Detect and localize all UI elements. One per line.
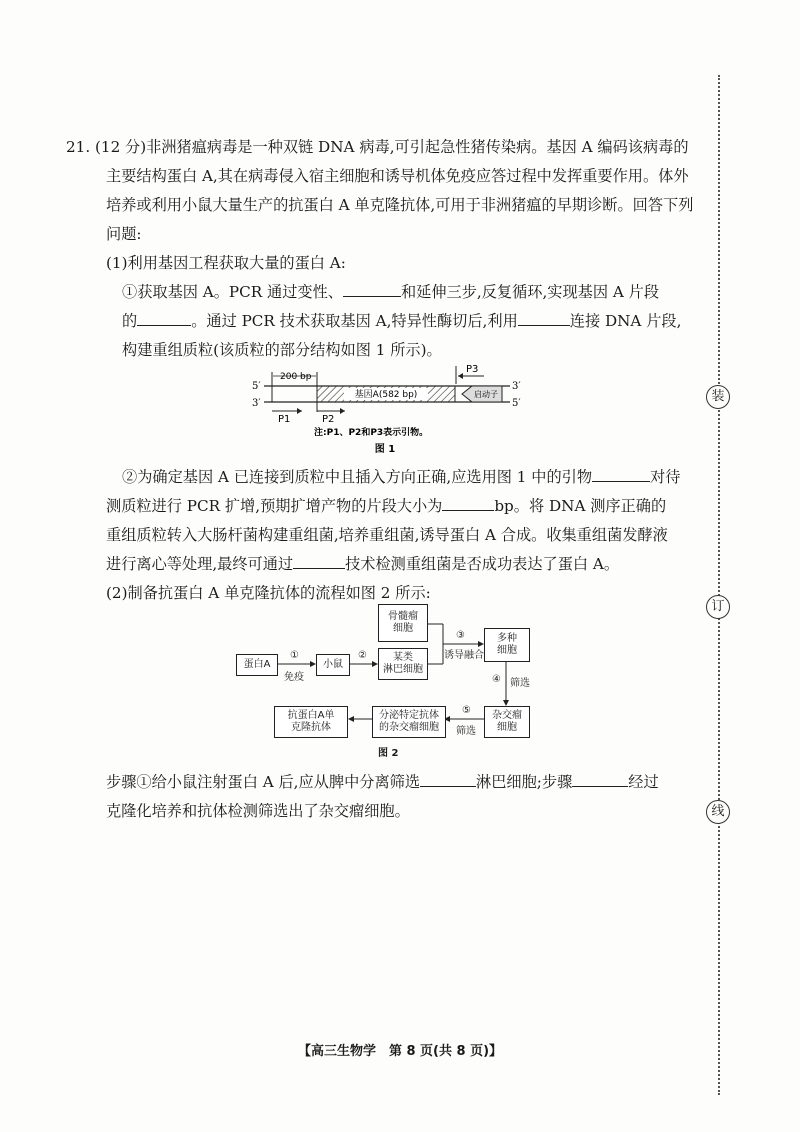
page-footer: 【高三生物学 第 8 页(共 8 页)】: [297, 1044, 503, 1059]
answer-blank[interactable]: [442, 496, 494, 511]
question-line: 问题:: [106, 225, 142, 243]
binding-margin-line: [718, 75, 720, 1095]
question-line: 重组质粒转入大肠杆菌构建重组菌,培养重组菌,诱导蛋白 A 合成。收集重组菌发酵液: [106, 526, 668, 544]
box-protein-a: 蛋白A: [236, 654, 278, 676]
answer-blank[interactable]: [518, 311, 570, 326]
primer-p3: P3: [466, 364, 479, 375]
answer-blank[interactable]: [293, 554, 345, 569]
answer-blank[interactable]: [420, 772, 476, 787]
step4-label: 筛选: [510, 678, 530, 689]
question-line: 21. (12 分)非洲猪瘟病毒是一种双链 DNA 病毒,可引起急性猪传染病。基因 A 编码该病毒的: [66, 138, 689, 156]
question-line: 培养或利用小鼠大量生产的抗蛋白 A 单克隆抗体,可用于非洲猪瘟的早期诊断。回答下列: [106, 196, 694, 214]
box-hybridoma: 杂交瘤 细胞: [484, 706, 530, 738]
primer-p1: P1: [278, 414, 291, 425]
question-line: 构建重组质粒(该质粒的部分结构如图 1 所示)。: [122, 341, 442, 359]
primer-p2: P2: [322, 414, 335, 425]
question-line: 克隆化培养和抗体检测筛选出了杂交瘤细胞。: [106, 802, 410, 820]
answer-blank[interactable]: [592, 467, 650, 482]
box-multi-cells: 多种 细胞: [484, 628, 530, 662]
box-specific-hybridoma: 分泌特定抗体 的杂交瘤细胞: [372, 706, 446, 738]
step1-circle: ①: [290, 650, 299, 661]
step2-circle: ②: [358, 650, 367, 661]
promoter-label: 启动子: [474, 390, 498, 399]
five-prime-left-top: 5′: [252, 381, 261, 392]
figure-1: [240, 362, 530, 457]
figure-1-note: 注:P1、P2和P3表示引物。: [314, 428, 429, 438]
step3-circle: ③: [456, 630, 465, 641]
label-200bp: 200 bp: [280, 372, 312, 382]
step5-circle: ⑤: [462, 705, 471, 716]
question-line: 主要结构蛋白 A,其在病毒侵入宿主细胞和诱导机体免疫应答过程中发挥重要作用。体外: [106, 167, 689, 185]
figure-1-caption: 图 1: [374, 444, 396, 455]
subquestion-heading: (2)制备抗蛋白 A 单克隆抗体的流程如图 2 所示:: [106, 584, 431, 602]
question-line: 的 。通过 PCR 技术获取基因 A,特异性酶切后,利用 连接 DNA 片段,: [122, 312, 682, 330]
question-line: 进行离心等处理,最终可通过 技术检测重组菌是否成功表达了蛋白 A。: [106, 555, 620, 573]
box-antibody: 抗蛋白A单 克隆抗体: [274, 706, 348, 738]
question-block-1: [66, 133, 694, 365]
plasmid-diagram: [240, 362, 530, 457]
question-line: 步骤①给小鼠注射蛋白 A 后,应从脾中分离筛选 淋巴细胞;步骤 经过: [106, 773, 659, 791]
three-prime-right-top: 3′: [512, 381, 521, 392]
margin-char-1: 装: [706, 385, 730, 409]
step4-circle: ④: [492, 674, 501, 685]
figure-2-caption: 图 2: [378, 748, 399, 759]
step5-label: 筛选: [456, 726, 476, 737]
question-block-3: [82, 768, 692, 826]
gene-a-label: 基因A(582 bp): [354, 390, 418, 400]
subquestion-heading: (1)利用基因工程获取大量的蛋白 A:: [106, 254, 346, 272]
three-prime-left-bottom: 3′: [252, 398, 261, 409]
answer-blank[interactable]: [343, 282, 401, 297]
five-prime-right-bottom: 5′: [512, 398, 521, 409]
margin-char-2: 订: [706, 595, 730, 619]
box-b-cell: 某类 淋巴细胞: [378, 648, 428, 680]
question-line: ①获取基因 A。PCR 通过变性、 和延伸三步,反复循环,实现基因 A 片段: [122, 283, 660, 301]
figure-2: [228, 602, 568, 762]
step1-label: 免疫: [284, 672, 304, 683]
box-mouse: 小鼠: [316, 654, 350, 676]
step3-label: 诱导融合: [444, 650, 484, 661]
question-block-2: [82, 463, 692, 608]
answer-blank[interactable]: [572, 772, 628, 787]
question-line: 测质粒进行 PCR 扩增,预期扩增产物的片段大小为 bp。将 DNA 测序正确的: [106, 497, 667, 515]
box-myeloma: 骨髓瘤 细胞: [378, 604, 428, 642]
question-line: ②为确定基因 A 已连接到质粒中且插入方向正确,应选用图 1 中的引物 对待: [122, 468, 681, 486]
answer-blank[interactable]: [137, 311, 191, 326]
margin-char-3: 线: [706, 800, 730, 824]
